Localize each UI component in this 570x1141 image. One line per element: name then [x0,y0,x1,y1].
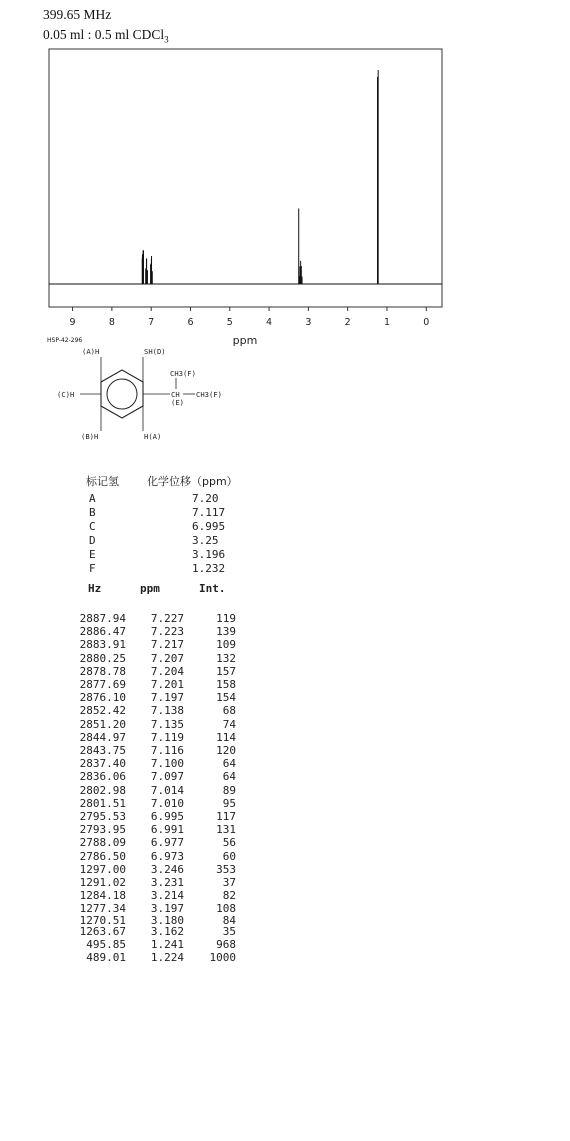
peak-ppm: 7.100 [150,757,184,771]
peak-hz: 2836.06 [79,770,126,784]
assignment-shift: 7.117 [192,506,226,519]
peak-hz: 2786.50 [79,849,126,863]
peak-int: 82 [222,889,236,903]
nmr-spectrum-chart [0,0,570,470]
x-tick-label: 4 [266,317,273,328]
peak-hz: 2883.91 [79,638,126,652]
solvent-subscript: 3 [164,34,169,45]
peak-int: 37 [222,876,236,889]
peak-hz: 2844.97 [79,730,126,744]
peak-int: 108 [216,902,236,916]
peak-int: 139 [216,625,236,639]
peak-hz: 2878.78 [79,664,126,678]
assignment-shift: 3.25 [192,534,219,547]
peak-ppm: 7.204 [150,664,184,678]
peak-header-hz: Hz [88,582,102,595]
peak-row [0,925,300,938]
peak-row [0,665,300,678]
x-axis-label: ppm [232,334,258,347]
x-tick-label: 5 [226,317,233,328]
assignment-label: A [89,492,96,505]
aromatic-circle [107,379,137,409]
x-tick-label: 8 [108,317,115,328]
peak-hz: 2795.53 [79,810,126,823]
peak-int: 95 [222,796,236,810]
assignment-label: D [89,534,96,547]
peak-int: 120 [216,744,236,757]
peak-ppm: 1.241 [150,938,184,951]
assignment-shift: 1.232 [192,562,226,575]
peak-int: 68 [222,704,236,718]
peak-row [0,863,300,876]
assignment-shift: 3.196 [192,548,226,561]
assignment-label: B [89,506,96,519]
peak-row [0,744,300,757]
atom-label-e: (E) [171,398,184,407]
atom-label-ch3-top: CH3(F) [170,369,196,378]
peak-int: 131 [216,823,236,837]
peak-hz: 2801.51 [79,796,126,810]
peak-row [0,823,300,836]
peak-ppm: 3.197 [150,902,184,916]
peak-ppm: 7.201 [150,678,184,691]
peak-int: 74 [222,717,236,731]
atom-label-bh: (B)H [81,432,99,441]
assignment-label: C [89,520,96,533]
peak-row [0,797,300,810]
peak-ppm: 7.227 [150,612,184,625]
peak-row [0,704,300,717]
assignment-row [0,562,300,576]
peak-row [0,810,300,823]
peak-ppm: 3.231 [150,876,184,889]
peak-row [0,757,300,770]
peak-ppm: 7.097 [150,770,184,784]
spectrometer-frequency: 399.65 MHz [43,7,112,22]
peak-ppm: 7.116 [150,744,184,757]
assignment-row [0,548,300,562]
peak-hz: 489.01 [86,951,126,965]
peak-ppm: 7.014 [150,783,184,797]
peak-int: 117 [216,810,236,823]
peak-int: 109 [216,638,236,652]
atom-label-ch: CH [171,390,180,399]
peak-int: 84 [222,913,236,927]
peak-row [0,876,300,889]
peak-int: 89 [222,783,236,797]
atom-label-ah: (A)H [82,347,100,356]
x-tick-label: 6 [187,317,194,328]
peak-int: 968 [216,938,236,951]
peak-row [0,731,300,744]
assignment-row [0,492,300,506]
assignment-row [0,534,300,548]
x-axis-ticks [73,307,427,311]
peak-hz: 1270.51 [79,913,126,927]
peak-hz: 2843.75 [79,744,126,757]
assignment-header-label: 标记氢 [86,475,119,488]
peak-hz: 1291.02 [79,876,126,889]
assignment-header-shift: 化学位移（ppm） [147,475,238,488]
atom-label-ch3-right: CH3(F) [196,390,222,399]
peak-ppm: 7.119 [150,730,184,744]
assignment-label: F [89,562,96,575]
peak-int: 1000 [209,951,236,965]
plot-frame [49,49,442,307]
peak-hz: 1297.00 [79,862,126,876]
x-tick-label: 3 [305,317,312,328]
x-tick-label: 2 [344,317,351,328]
peak-hz: 1284.18 [79,889,126,903]
atom-label-ha: H(A) [144,432,162,441]
peak-int: 132 [216,651,236,665]
peak-ppm: 3.162 [150,924,184,938]
peak-int: 119 [216,612,236,625]
peak-hz: 2793.95 [79,823,126,837]
peak-row [0,938,300,951]
peak-int: 114 [216,730,236,744]
solvent-text: 0.05 ml : 0.5 ml CDCl [43,27,165,42]
peak-row [0,691,300,704]
peak-header-int: Int. [199,582,226,595]
peak-int: 157 [216,664,236,678]
peak-int: 64 [222,757,236,771]
peak-hz: 2851.20 [79,717,126,731]
peak-row [0,638,300,651]
peak-row [0,678,300,691]
peak-hz: 495.85 [86,938,126,951]
peak-ppm: 3.246 [150,862,184,876]
peak-int: 353 [216,862,236,876]
peak-hz: 2876.10 [79,691,126,705]
assignment-table-header [86,473,286,489]
peak-hz: 2877.69 [79,678,126,691]
peak-hz: 2852.42 [79,704,126,718]
x-tick-label: 1 [383,317,391,328]
peak-ppm: 3.180 [150,913,184,927]
x-tick-label: 7 [148,317,155,328]
peak-row [0,850,300,863]
atom-label-sh: SH(D) [144,347,166,356]
peak-row [0,951,300,964]
assignment-row [0,506,300,520]
peak-row [0,784,300,797]
assignment-shift: 7.20 [192,492,219,505]
peak-ppm: 7.223 [150,625,184,639]
peak-ppm: 7.217 [150,638,184,652]
x-axis-tick-labels [70,317,430,328]
peak-ppm: 7.138 [150,704,184,718]
peak-row [0,612,300,625]
molecule-structure [57,347,222,441]
peak-int: 56 [222,836,236,850]
peak-ppm: 3.214 [150,889,184,903]
peak-int: 158 [216,678,236,691]
atom-label-ch-left: (C)H [57,390,75,399]
peak-hz: 2880.25 [79,651,126,665]
peak-int: 35 [222,924,236,938]
peak-row [0,836,300,849]
peak-hz: 2802.98 [79,783,126,797]
peak-ppm: 6.973 [150,849,184,863]
assignment-label: E [89,548,96,561]
peak-ppm: 1.224 [150,951,184,965]
peak-hz: 2886.47 [79,625,126,639]
assignment-row [0,520,300,534]
peak-hz: 2887.94 [79,612,126,625]
x-tick-label: 9 [69,317,76,328]
peak-hz: 2788.09 [79,836,126,850]
peak-hz: 1263.67 [79,924,126,938]
peak-row [0,889,300,902]
peak-ppm: 7.207 [150,651,184,665]
peak-ppm: 6.977 [150,836,184,850]
peak-row [0,770,300,783]
peak-int: 64 [222,770,236,784]
peak-header-ppm: ppm [140,582,160,595]
peak-ppm: 6.991 [150,823,184,837]
peak-row [0,718,300,731]
peak-row [0,625,300,638]
peak-hz: 2837.40 [79,757,126,771]
peak-hz: 1277.34 [79,902,126,916]
assignment-shift: 6.995 [192,520,226,533]
spectrum-peaks [142,70,378,284]
compound-code: HSP-42-296 [47,337,83,344]
peak-int: 60 [222,849,236,863]
x-tick-label: 0 [423,317,430,328]
peak-ppm: 7.197 [150,691,184,705]
peak-ppm: 6.995 [150,810,184,823]
peak-row [0,652,300,665]
peak-ppm: 7.010 [150,796,184,810]
peak-int: 154 [216,691,236,705]
peak-ppm: 7.135 [150,717,184,731]
